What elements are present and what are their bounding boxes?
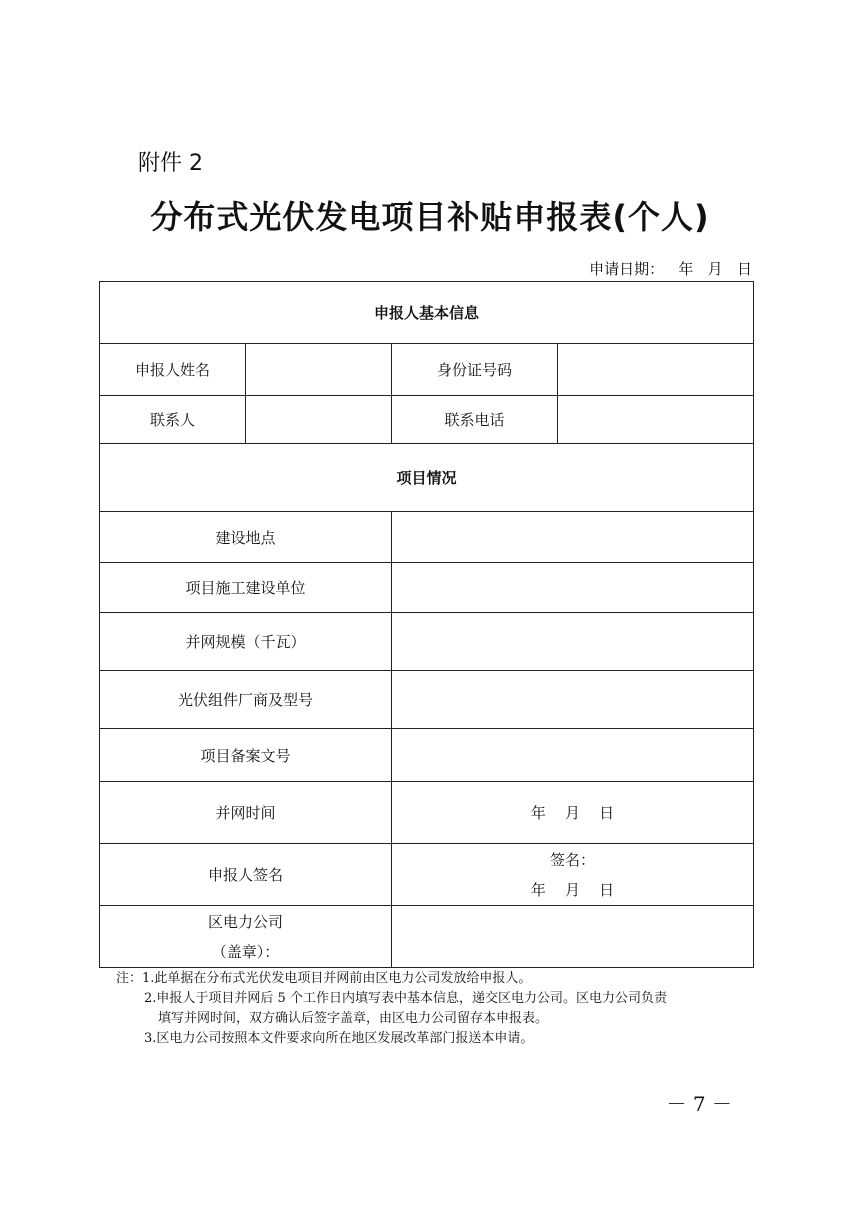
company-stamp-label <box>100 906 392 968</box>
grid-capacity-label: 并网规模（千瓦） <box>100 613 392 671</box>
stamp-label: （盖章）： <box>211 942 280 961</box>
construction-unit-label: 项目施工建设单位 <box>100 563 392 613</box>
filing-number-field[interactable] <box>392 729 754 782</box>
note-3: 3.区电力公司按照本文件要求向所在地区发展改革部门报送本申请。 <box>144 1031 534 1046</box>
build-location-label: 建设地点 <box>100 512 392 563</box>
apply-date: 申请日期： 年 月 日 <box>589 260 752 278</box>
notes <box>116 969 756 1049</box>
build-location-field[interactable] <box>392 512 754 563</box>
application-form-table <box>99 281 754 968</box>
page-number: － 7 － <box>666 1092 732 1116</box>
company-name-label: 区电力公司 <box>207 912 283 931</box>
grid-time-label: 并网时间 <box>100 782 392 844</box>
applicant-name-label: 申报人姓名 <box>100 344 246 396</box>
applicant-name-field[interactable] <box>246 344 392 396</box>
module-vendor-label: 光伏组件厂商及型号 <box>100 671 392 729</box>
phone-field[interactable] <box>558 396 754 444</box>
section-project-info: 项目情况 <box>100 444 754 512</box>
grid-capacity-field[interactable] <box>392 613 754 671</box>
module-vendor-field[interactable] <box>392 671 754 729</box>
contact-field[interactable] <box>246 396 392 444</box>
signature-prompt: 签名： <box>550 850 596 869</box>
note-2: 2.申报人于项目并网后 5 个工作日内填写表中基本信息，递交区电力公司。区电力公司负责 <box>144 991 667 1006</box>
contact-label: 联系人 <box>100 396 246 444</box>
grid-time-field[interactable]: 年 月 日 <box>392 782 754 844</box>
construction-unit-field[interactable] <box>392 563 754 613</box>
signature-date: 年 月 日 <box>530 880 615 899</box>
note-1: 注：1.此单据在分布式光伏发电项目并网前由区电力公司发放给申报人。 <box>116 971 532 986</box>
filing-number-label: 项目备案文号 <box>100 729 392 782</box>
signature-label: 申报人签名 <box>100 844 392 906</box>
company-stamp-field[interactable] <box>392 906 754 968</box>
id-number-label: 身份证号码 <box>392 344 558 396</box>
note-2-continued: 填写并网时间，双方确认后签字盖章，由区电力公司留存本申报表。 <box>158 1011 549 1026</box>
id-number-field[interactable] <box>558 344 754 396</box>
phone-label: 联系电话 <box>392 396 558 444</box>
page-title: 分布式光伏发电项目补贴申报表(个人) <box>150 198 710 236</box>
signature-field[interactable] <box>392 844 754 906</box>
attachment-label: 附件 2 <box>138 151 203 176</box>
section-basic-info: 申报人基本信息 <box>100 282 754 344</box>
